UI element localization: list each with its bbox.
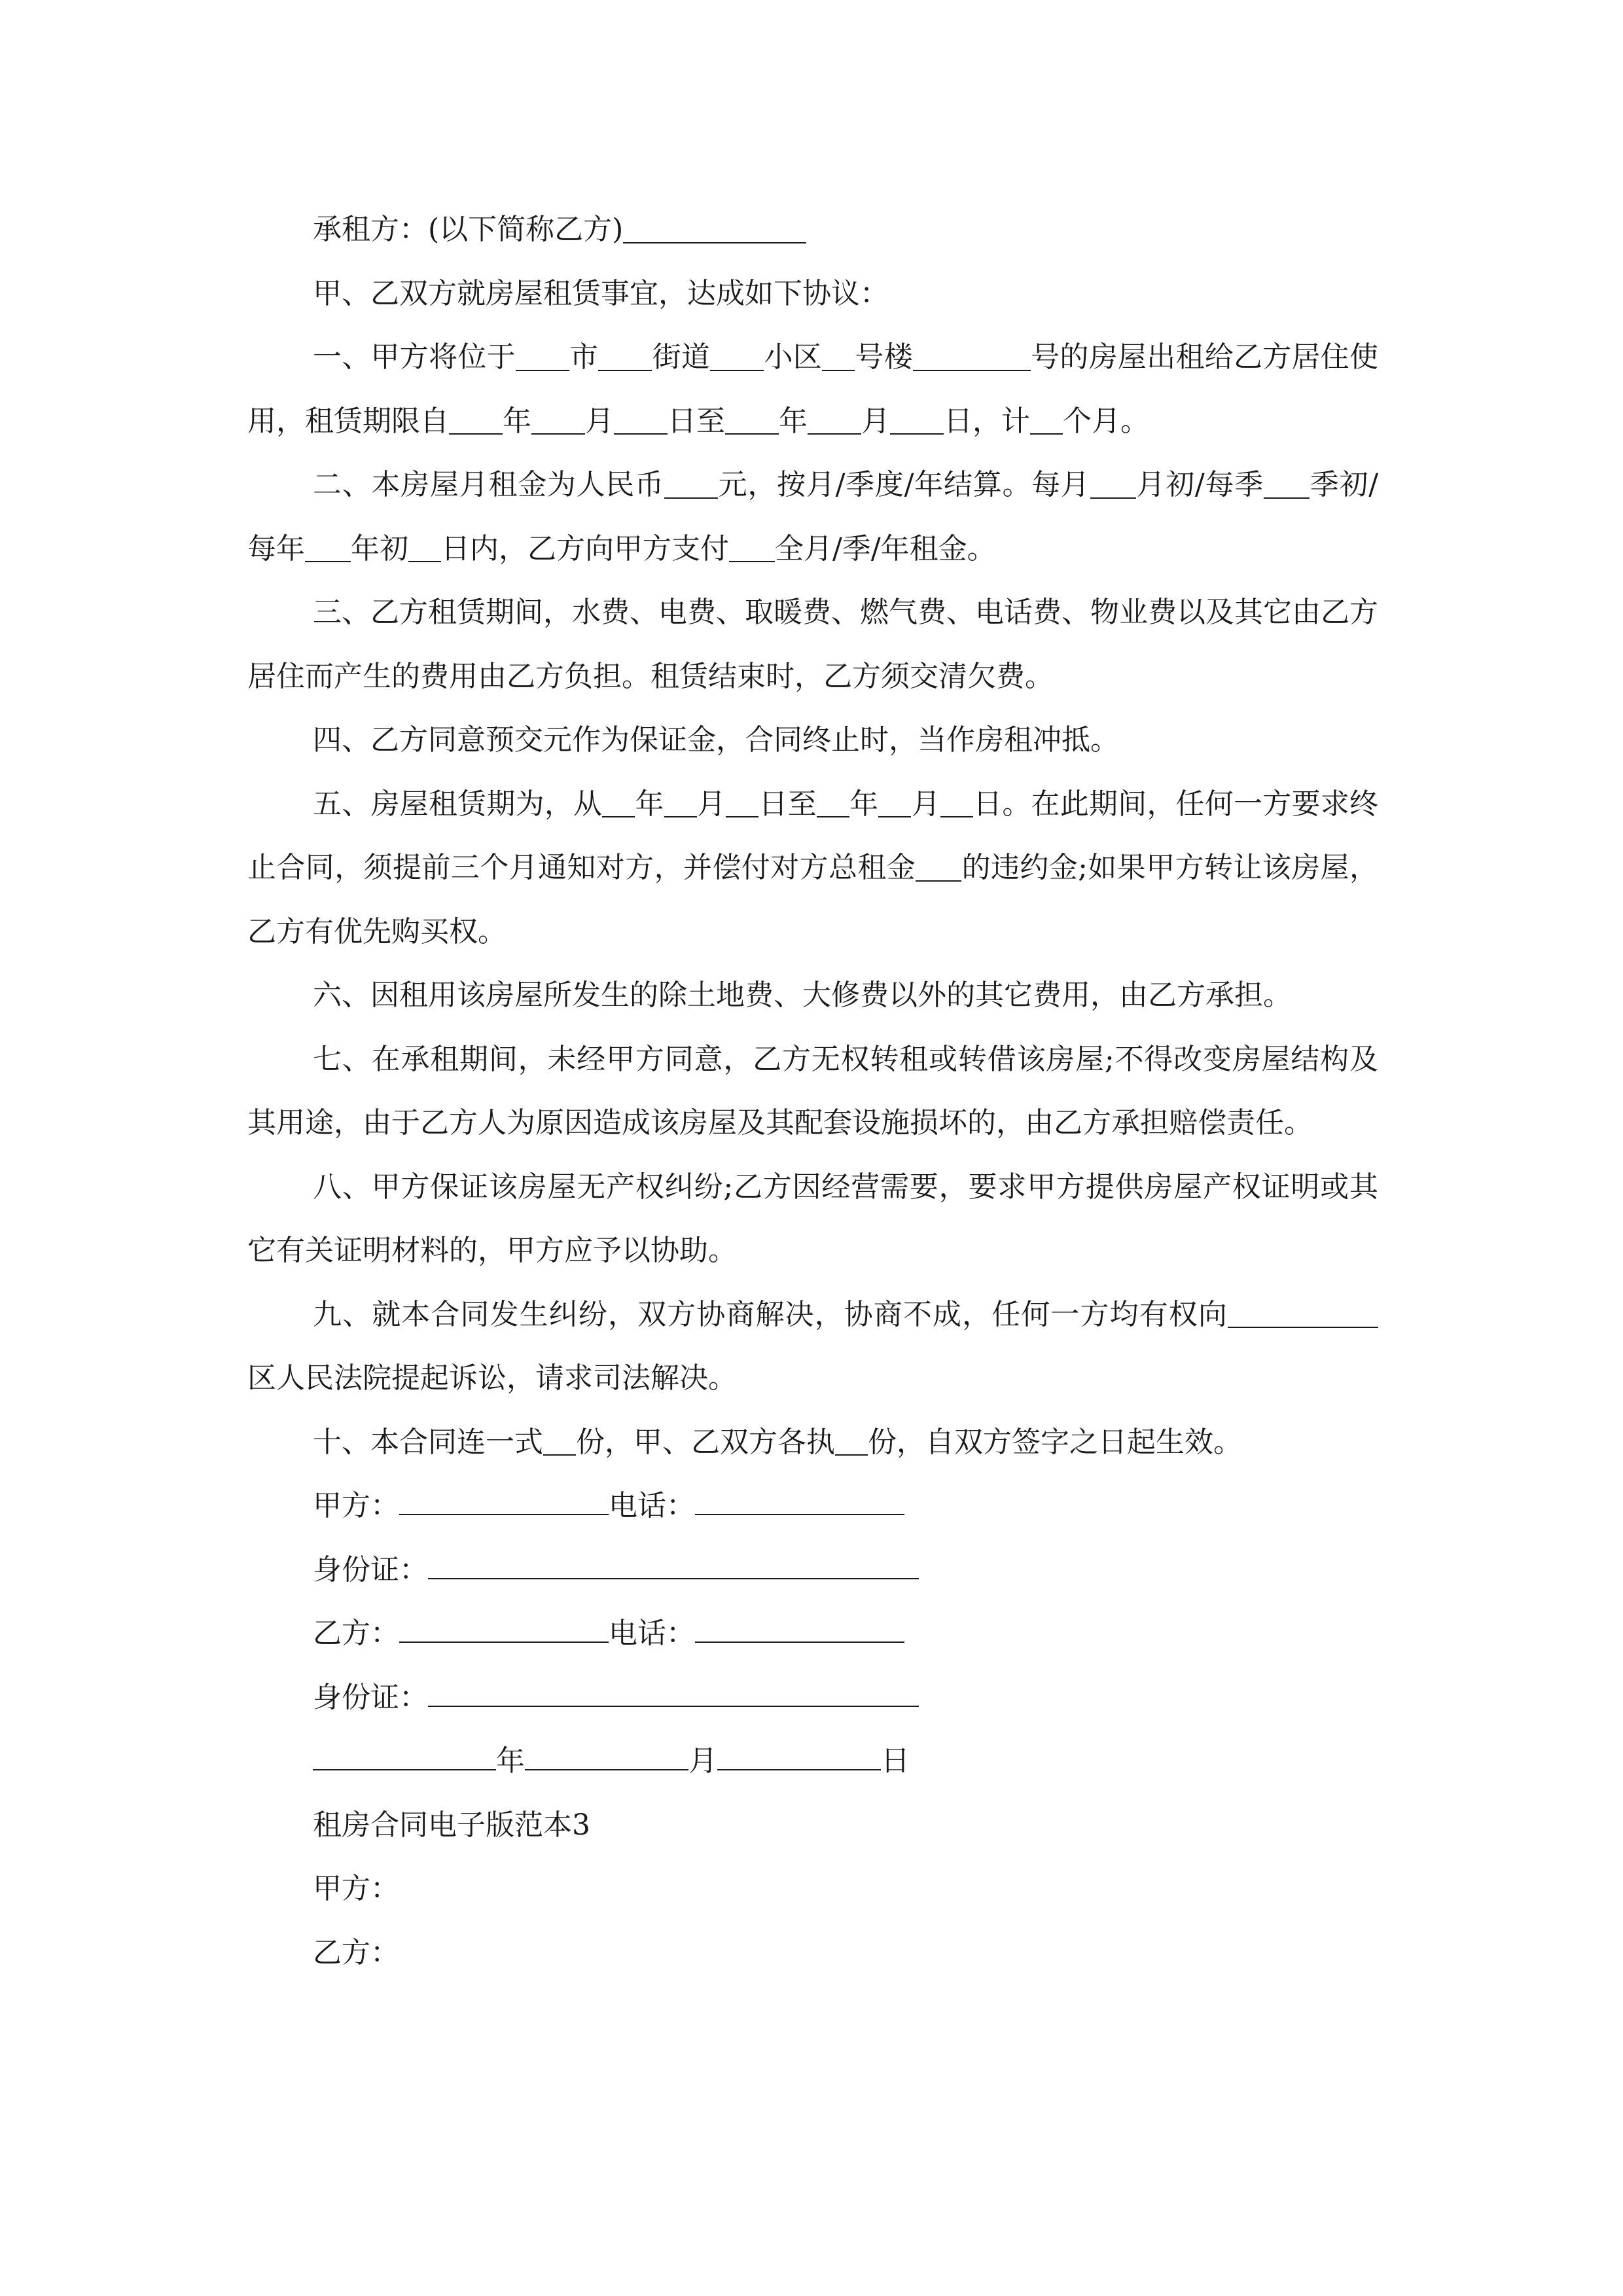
text-fragment: 日 (881, 1744, 910, 1778)
clause-2 (247, 453, 1378, 581)
sign-party-b-row (247, 1602, 1378, 1666)
text-fragment: 月 (696, 787, 726, 821)
fill-in-blank (664, 469, 718, 499)
fill-in-blank (916, 852, 961, 882)
clause-8: 八、甲方保证该房屋无产权纠纷;乙方因经营需要，要求甲方提供房屋产权证明或其它有关证明材料的，甲方应予以协助。 (247, 1170, 1378, 1267)
fill-in-blank (808, 404, 861, 435)
text-fragment: 市 (569, 340, 599, 374)
fill-in-blank (1090, 469, 1136, 499)
clause-3: 三、乙方租赁期间，水费、电费、取暖费、燃气费、电话费、物业费以及其它由乙方居住而产生的费用由乙方负担。租赁结束时，乙方须交清欠费。 (247, 596, 1378, 693)
phone-b-blank (695, 1613, 904, 1643)
clause-1 (247, 325, 1378, 453)
id-b-blank (428, 1677, 919, 1707)
text-fragment: 份，甲、乙双方各执 (576, 1425, 835, 1459)
fill-in-blank (817, 787, 849, 817)
text-fragment: 乙方： (313, 1617, 399, 1650)
text-fragment: 号楼 (855, 340, 913, 374)
text-fragment: 二、本房屋月租金为人民币 (313, 468, 664, 501)
text-fragment: 月 (911, 787, 940, 821)
fill-in-blank (543, 1426, 576, 1456)
fill-in-blank (408, 532, 441, 562)
text-fragment: 月 (688, 1744, 717, 1778)
text-fragment: 的违约金;如果甲方转让该房屋，乙方有优先购买权。 (247, 851, 1378, 948)
text-fragment: 街道 (652, 340, 711, 374)
date-row (247, 1729, 1378, 1793)
text-fragment: 年 (635, 787, 664, 821)
text-fragment: 日。在此期间，任何一方要求终止合同，须提前三个月通知对方，并偿付对方总租金 (247, 787, 1379, 884)
clause-9 (247, 1283, 1378, 1410)
text-fragment: 承租方：(以下简称乙方) (313, 213, 624, 246)
intro-line: 甲、乙双方就房屋租赁事宜，达成如下协议： (313, 276, 889, 310)
text-fragment: 小区 (764, 340, 823, 374)
sign-id-b-row (247, 1666, 1378, 1730)
fill-in-blank (710, 341, 764, 371)
fill-in-blank (664, 787, 697, 817)
text-fragment: 身份证： (313, 1680, 428, 1714)
text-fragment: 份，自双方签字之日起生效。 (868, 1425, 1242, 1459)
text-fragment: 个月。 (1063, 404, 1149, 438)
next-contract-title: 租房合同电子版范本3 (313, 1808, 590, 1842)
text-fragment: 一、甲方将位于 (313, 340, 516, 374)
fill-in-blank (878, 787, 911, 817)
id-a-blank (428, 1549, 919, 1579)
clause-10 (247, 1410, 1378, 1475)
sign-party-a-row (247, 1474, 1378, 1538)
text-fragment: 日至 (758, 787, 817, 821)
fill-in-blank (822, 341, 855, 371)
fill-in-blank (1228, 1298, 1378, 1328)
fill-in-blank (313, 1740, 496, 1770)
fill-in-blank (1264, 469, 1310, 499)
fill-in-blank (725, 404, 779, 435)
text-fragment: 五、房屋租赁期为，从 (313, 787, 603, 821)
next-party-a: 甲方： (313, 1872, 399, 1905)
fill-in-blank (717, 1740, 881, 1770)
fill-in-blank (729, 532, 775, 562)
text-fragment: 全月/季/年租金。 (775, 531, 996, 565)
fill-in-blank (890, 404, 944, 435)
text-fragment: 电话： (609, 1617, 695, 1650)
text-fragment: 十、本合同连一式 (313, 1425, 543, 1459)
text-fragment: 身份证： (313, 1552, 428, 1587)
text-fragment: 年 (496, 1744, 525, 1778)
text-fragment: 月 (861, 404, 890, 438)
clause-7: 七、在承租期间，未经甲方同意，乙方无权转租或转借该房屋;不得改变房屋结构及其用途，由于乙方人为原因造成该房屋及其配套设施损坏的，由乙方承担赔偿责任。 (247, 1042, 1378, 1139)
text-fragment: 日至 (668, 404, 725, 438)
fill-in-blank (1030, 404, 1063, 435)
fill-in-blank (516, 341, 569, 371)
blank (623, 213, 806, 243)
text-fragment: 甲方： (313, 1489, 399, 1522)
fill-in-blank (726, 787, 758, 817)
phone-a-blank (695, 1485, 904, 1515)
clause-5 (247, 772, 1378, 964)
sign-id-a-row (247, 1538, 1378, 1602)
next-party-b: 乙方： (313, 1935, 399, 1969)
text-fragment: 年 (779, 404, 808, 438)
text-fragment: 九、就本合同发生纠纷，双方协商解决，协商不成，任何一方均有权向 (313, 1297, 1228, 1331)
party-a-blank (399, 1485, 609, 1515)
clause-4: 四、乙方同意预交元作为保证金，合同终止时，当作房租冲抵。 (313, 723, 1119, 757)
text-fragment: 季初/每年 (247, 468, 1379, 565)
fill-in-blank (913, 341, 1031, 371)
fill-in-blank (449, 404, 503, 435)
fill-in-blank (614, 404, 668, 435)
text-fragment: 年初 (351, 531, 408, 565)
fill-in-blank (305, 532, 351, 562)
text-fragment: 年 (849, 787, 879, 821)
text-fragment: 月 (585, 404, 614, 438)
fill-in-blank (531, 404, 585, 435)
text-fragment: 日，计 (944, 404, 1030, 438)
text-fragment: 号的房屋出租给乙方居住使用，租赁期限自 (247, 340, 1379, 438)
text-fragment: 日内，乙方向甲方支付 (441, 531, 729, 565)
party-b-blank (399, 1613, 609, 1643)
text-fragment: 年 (503, 404, 531, 438)
text-fragment: 月初/每季 (1135, 468, 1264, 501)
fill-in-blank (598, 341, 652, 371)
text-fragment: 区人民法院提起诉讼，请求司法解决。 (247, 1361, 737, 1395)
clause-6: 六、因租用该房屋所发生的除土地费、大修费以外的其它费用，由乙方承担。 (313, 978, 1292, 1012)
text-fragment: 电话： (609, 1489, 695, 1522)
tenant-line (247, 198, 1378, 262)
contract-body (247, 198, 1378, 1984)
text-fragment: 元，按月/季度/年结算。每月 (717, 468, 1090, 501)
fill-in-blank (835, 1426, 868, 1456)
fill-in-blank (940, 787, 973, 817)
fill-in-blank (602, 787, 635, 817)
fill-in-blank (525, 1740, 688, 1770)
